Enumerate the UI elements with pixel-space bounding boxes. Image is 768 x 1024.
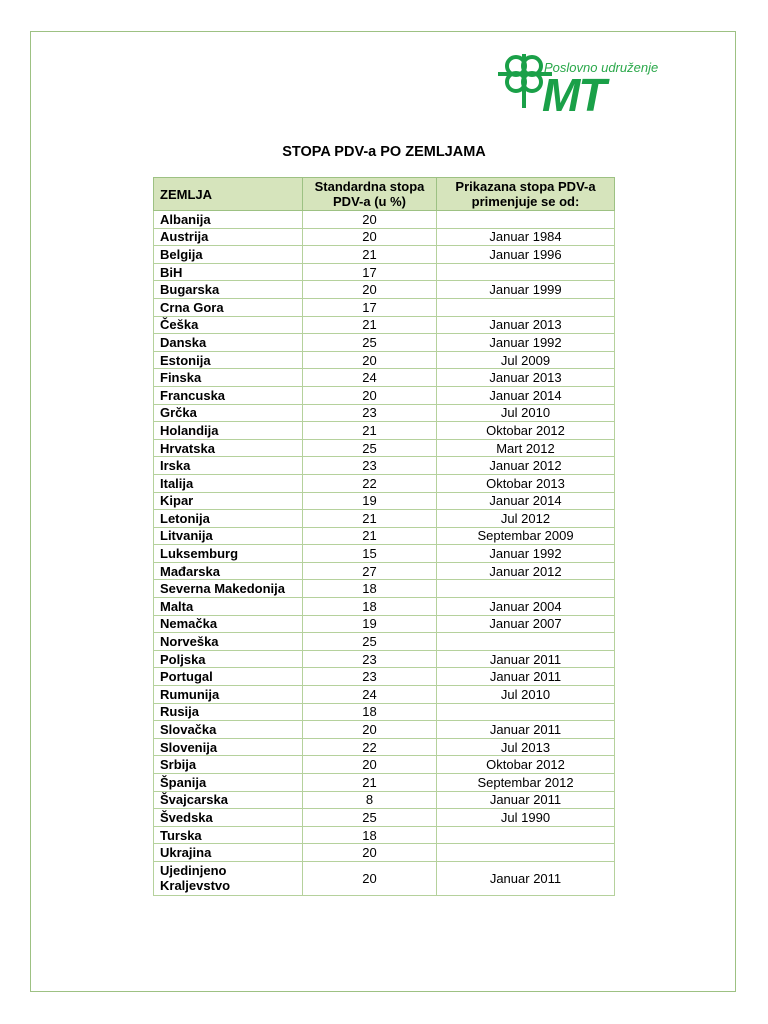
country-cell: Belgija <box>154 246 303 264</box>
since-cell: Januar 2014 <box>437 386 615 404</box>
table-row <box>154 510 615 528</box>
rate-cell: 17 <box>303 263 437 281</box>
table-row <box>154 615 615 633</box>
table-row <box>154 474 615 492</box>
country-cell: BiH <box>154 263 303 281</box>
country-cell: Kipar <box>154 492 303 510</box>
since-cell <box>437 633 615 651</box>
country-cell: Rumunija <box>154 686 303 704</box>
rate-cell: 20 <box>303 861 437 895</box>
rate-cell: 22 <box>303 738 437 756</box>
table-row <box>154 298 615 316</box>
rate-cell: 21 <box>303 316 437 334</box>
since-cell: Oktobar 2012 <box>437 756 615 774</box>
rate-cell: 20 <box>303 386 437 404</box>
country-cell: Švajcarska <box>154 791 303 809</box>
since-cell: Januar 2011 <box>437 861 615 895</box>
table-row <box>154 369 615 387</box>
country-cell: Luksemburg <box>154 545 303 563</box>
since-cell: Oktobar 2012 <box>437 422 615 440</box>
table-row <box>154 703 615 721</box>
country-cell: Poljska <box>154 650 303 668</box>
since-cell: Januar 2014 <box>437 492 615 510</box>
since-cell: Januar 1984 <box>437 228 615 246</box>
table-row <box>154 756 615 774</box>
country-cell: Portugal <box>154 668 303 686</box>
rate-cell: 20 <box>303 844 437 862</box>
rate-cell: 21 <box>303 422 437 440</box>
rate-cell: 25 <box>303 439 437 457</box>
country-cell: Crna Gora <box>154 298 303 316</box>
country-cell: Švedska <box>154 809 303 827</box>
since-cell <box>437 298 615 316</box>
since-cell <box>437 844 615 862</box>
rate-cell: 23 <box>303 650 437 668</box>
country-cell: Holandija <box>154 422 303 440</box>
since-cell: Oktobar 2013 <box>437 474 615 492</box>
country-cell: Španija <box>154 774 303 792</box>
country-cell: Rusija <box>154 703 303 721</box>
rate-cell: 24 <box>303 369 437 387</box>
country-cell: Hrvatska <box>154 439 303 457</box>
rate-cell: 20 <box>303 721 437 739</box>
country-cell: Albanija <box>154 211 303 229</box>
logo-brand: MT <box>542 69 605 121</box>
table-row <box>154 791 615 809</box>
header-rate: Standardna stopa PDV-a (u %) <box>303 178 437 211</box>
country-cell: Francuska <box>154 386 303 404</box>
rate-cell: 17 <box>303 298 437 316</box>
table-row <box>154 738 615 756</box>
since-cell: Septembar 2012 <box>437 774 615 792</box>
country-cell: Austrija <box>154 228 303 246</box>
since-cell: Septembar 2009 <box>437 527 615 545</box>
table-row <box>154 316 615 334</box>
rate-cell: 25 <box>303 809 437 827</box>
rate-cell: 15 <box>303 545 437 563</box>
since-cell <box>437 703 615 721</box>
rate-cell: 21 <box>303 246 437 264</box>
rate-cell: 23 <box>303 668 437 686</box>
rate-cell: 18 <box>303 598 437 616</box>
logo-tagline: Poslovno udruženje <box>544 60 659 75</box>
table-header-row <box>154 178 615 211</box>
since-cell: Jul 2012 <box>437 510 615 528</box>
rate-cell: 20 <box>303 211 437 229</box>
country-cell: Norveška <box>154 633 303 651</box>
since-cell: Januar 1999 <box>437 281 615 299</box>
table-row <box>154 861 615 895</box>
table-row <box>154 774 615 792</box>
table-row <box>154 668 615 686</box>
since-cell: Jul 2013 <box>437 738 615 756</box>
table-row <box>154 422 615 440</box>
table-row <box>154 457 615 475</box>
rate-cell: 19 <box>303 615 437 633</box>
table-row <box>154 826 615 844</box>
since-cell: Januar 2012 <box>437 562 615 580</box>
country-cell: Italija <box>154 474 303 492</box>
since-cell: Januar 2011 <box>437 650 615 668</box>
rate-cell: 18 <box>303 703 437 721</box>
country-cell: Ujedinjeno Kraljevstvo <box>154 861 303 895</box>
table-row <box>154 686 615 704</box>
since-cell <box>437 580 615 598</box>
country-cell: Srbija <box>154 756 303 774</box>
since-cell: Jul 1990 <box>437 809 615 827</box>
since-cell <box>437 211 615 229</box>
table-row <box>154 263 615 281</box>
since-cell: Januar 1992 <box>437 545 615 563</box>
table-row <box>154 246 615 264</box>
rate-cell: 8 <box>303 791 437 809</box>
country-cell: Mađarska <box>154 562 303 580</box>
country-cell: Grčka <box>154 404 303 422</box>
since-cell: Januar 1996 <box>437 246 615 264</box>
since-cell: Januar 2007 <box>437 615 615 633</box>
document-title: STOPA PDV-a PO ZEMLJAMA <box>282 144 486 160</box>
country-cell: Estonija <box>154 351 303 369</box>
table-row <box>154 492 615 510</box>
rate-cell: 22 <box>303 474 437 492</box>
rate-cell: 20 <box>303 281 437 299</box>
country-cell: Slovačka <box>154 721 303 739</box>
country-cell: Litvanija <box>154 527 303 545</box>
country-cell: Danska <box>154 334 303 352</box>
table-row <box>154 386 615 404</box>
table-row <box>154 228 615 246</box>
rate-cell: 25 <box>303 633 437 651</box>
table-row <box>154 562 615 580</box>
country-cell: Ukrajina <box>154 844 303 862</box>
rate-cell: 21 <box>303 774 437 792</box>
since-cell: Januar 2011 <box>437 668 615 686</box>
vat-rates-table <box>153 177 615 896</box>
since-cell: Jul 2010 <box>437 686 615 704</box>
mt-logo <box>496 48 686 120</box>
table-row <box>154 809 615 827</box>
table-row <box>154 439 615 457</box>
table-row <box>154 281 615 299</box>
since-cell: Mart 2012 <box>437 439 615 457</box>
country-cell: Bugarska <box>154 281 303 299</box>
since-cell: Januar 1992 <box>437 334 615 352</box>
header-country: ZEMLJA <box>154 178 303 211</box>
country-cell: Slovenija <box>154 738 303 756</box>
country-cell: Nemačka <box>154 615 303 633</box>
since-cell: Jul 2010 <box>437 404 615 422</box>
rate-cell: 25 <box>303 334 437 352</box>
table-row <box>154 580 615 598</box>
country-cell: Severna Makedonija <box>154 580 303 598</box>
rate-cell: 27 <box>303 562 437 580</box>
country-cell: Malta <box>154 598 303 616</box>
table-row <box>154 844 615 862</box>
rate-cell: 23 <box>303 404 437 422</box>
since-cell: Januar 2013 <box>437 316 615 334</box>
since-cell: Jul 2009 <box>437 351 615 369</box>
rate-cell: 20 <box>303 756 437 774</box>
table-row <box>154 633 615 651</box>
rate-cell: 18 <box>303 580 437 598</box>
header-since: Prikazana stopa PDV-a primenjuje se od: <box>437 178 615 211</box>
rate-cell: 19 <box>303 492 437 510</box>
country-cell: Finska <box>154 369 303 387</box>
rate-cell: 18 <box>303 826 437 844</box>
since-cell <box>437 263 615 281</box>
table-row <box>154 334 615 352</box>
country-cell: Turska <box>154 826 303 844</box>
rate-cell: 24 <box>303 686 437 704</box>
table-row <box>154 545 615 563</box>
since-cell: Januar 2011 <box>437 791 615 809</box>
rate-cell: 23 <box>303 457 437 475</box>
country-cell: Irska <box>154 457 303 475</box>
rate-cell: 20 <box>303 351 437 369</box>
table-row <box>154 211 615 229</box>
since-cell <box>437 826 615 844</box>
since-cell: Januar 2004 <box>437 598 615 616</box>
country-cell: Letonija <box>154 510 303 528</box>
since-cell: Januar 2011 <box>437 721 615 739</box>
since-cell: Januar 2012 <box>437 457 615 475</box>
since-cell: Januar 2013 <box>437 369 615 387</box>
table-row <box>154 721 615 739</box>
table-row <box>154 650 615 668</box>
table-row <box>154 598 615 616</box>
rate-cell: 21 <box>303 527 437 545</box>
rate-cell: 20 <box>303 228 437 246</box>
table-row <box>154 351 615 369</box>
country-cell: Češka <box>154 316 303 334</box>
table-row <box>154 404 615 422</box>
table-row <box>154 527 615 545</box>
rate-cell: 21 <box>303 510 437 528</box>
